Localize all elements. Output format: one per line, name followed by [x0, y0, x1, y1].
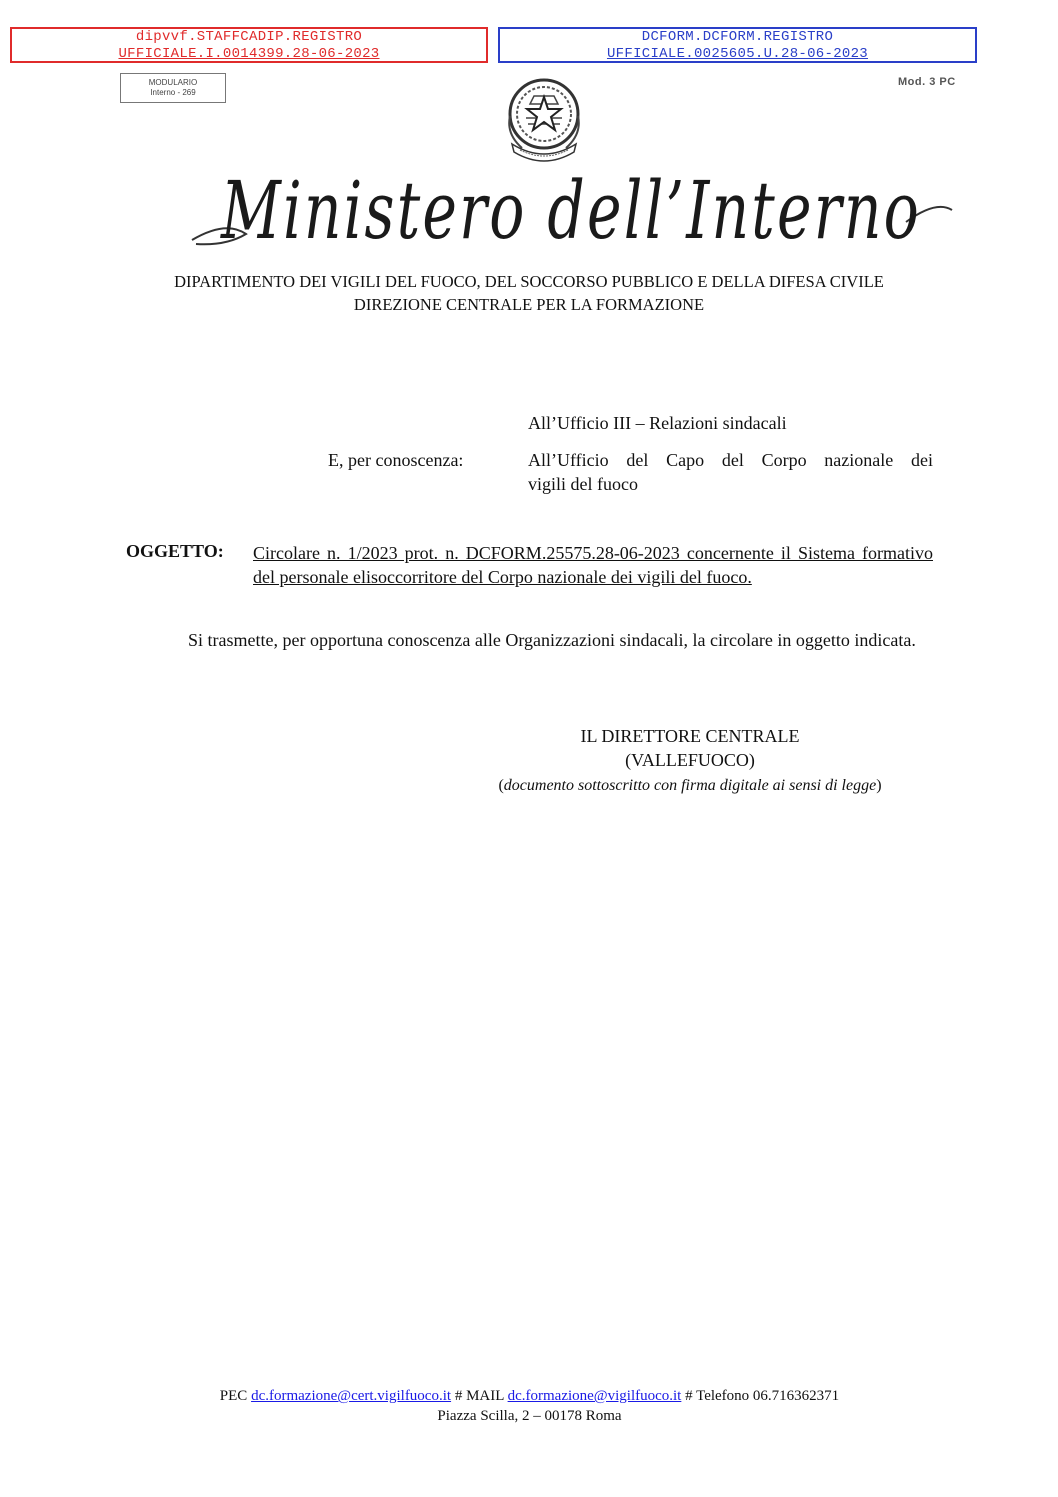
modulario-code: Interno - 269	[150, 88, 196, 97]
recipient-cc-line-1: All’Ufficio del Capo del Corpo nazionale dei	[528, 450, 933, 470]
modulario-label: MODULARIO	[148, 78, 198, 87]
stamp-line-1: DCFORM.DCFORM.REGISTRO	[641, 29, 834, 45]
ministry-letterhead	[186, 160, 956, 260]
ministry-name: Ministero dell’Interno	[219, 164, 922, 257]
phone-text: # Telefono 06.716362371	[685, 1388, 840, 1404]
modulario-box	[120, 73, 226, 103]
subject-label-text: OGGETTO	[126, 541, 218, 561]
signature-title: IL DIRETTORE CENTRALE	[580, 726, 800, 746]
pec-label: PEC	[219, 1388, 248, 1404]
body-paragraph: Si trasmette, per opportuna conoscenza alle Organizzazioni sindacali, la circolare in oggetto indicata.	[188, 630, 916, 650]
mail-link[interactable]: dc.formazione@vigilfuoco.it	[507, 1388, 682, 1404]
stamp-line-2: UFFICIALE.0025605.U.28-06-2023	[606, 46, 869, 62]
subject-label: OGGETTO:	[126, 541, 224, 561]
mail-label: # MAIL	[454, 1388, 504, 1404]
directorate-name: DIREZIONE CENTRALE PER LA FORMAZIONE	[353, 295, 705, 314]
signature-note: (documento sottoscritto con firma digitale ai sensi di legge)	[498, 777, 882, 794]
pec-link[interactable]: dc.formazione@cert.vigilfuoco.it	[251, 1388, 452, 1404]
footer-contacts	[126, 1387, 933, 1406]
signature-name: (VALLEFUOCO)	[625, 750, 755, 770]
footer-address: Piazza Scilla, 2 – 00178 Roma	[437, 1408, 622, 1424]
department-name: DIPARTIMENTO DEI VIGILI DEL FUOCO, DEL SOCCORSO PUBBLICO E DELLA DIFESA CIVILE	[174, 272, 884, 291]
recipient-to: All’Ufficio III – Relazioni sindacali	[528, 413, 787, 433]
recipient-cc-line-2: vigili del fuoco	[528, 474, 638, 494]
subject-text: Circolare n. 1/2023 prot. n. DCFORM.25575.28-06-2023 concernente il Sistema formativo del personale elisoccorritore del Corpo nazionale dei vigili del fuoco.	[253, 543, 933, 587]
mod-code: Mod. 3 PC	[898, 76, 956, 88]
protocol-stamp-outgoing	[498, 27, 977, 63]
signature-note-text: documento sottoscritto con firma digitale ai sensi di legge	[503, 777, 877, 794]
stamp-line-1: dipvvf.STAFFCADIP.REGISTRO	[135, 29, 363, 45]
stamp-line-2: UFFICIALE.I.0014399.28-06-2023	[118, 46, 380, 62]
protocol-stamp-incoming	[10, 27, 488, 63]
cc-label: E, per conoscenza:	[328, 450, 464, 470]
italian-republic-emblem-icon	[496, 72, 592, 166]
